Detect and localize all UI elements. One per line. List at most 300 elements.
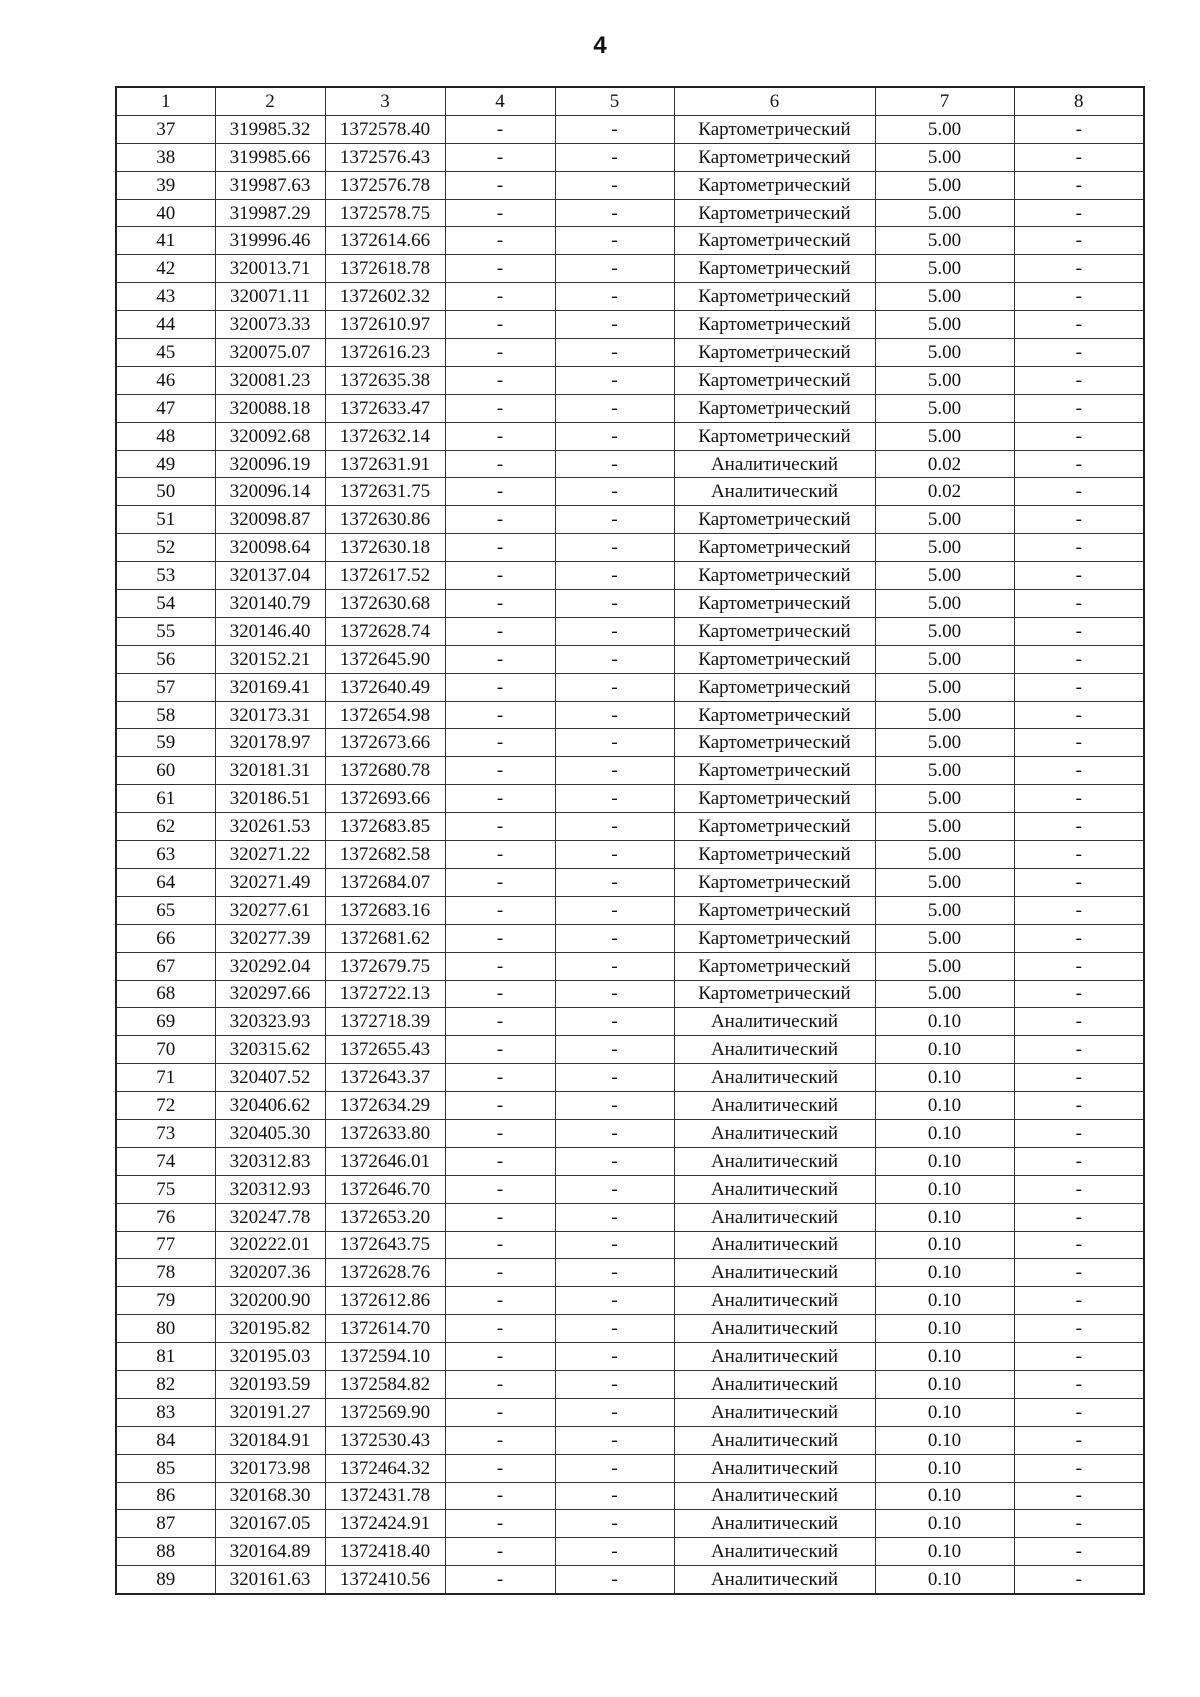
table-cell: 5.00 <box>875 701 1014 729</box>
table-cell: 320200.90 <box>215 1287 325 1315</box>
table-cell: - <box>555 896 674 924</box>
table-cell: 1372646.70 <box>325 1175 445 1203</box>
table-cell: - <box>445 1370 555 1398</box>
table-cell: - <box>1014 1454 1144 1482</box>
table-cell: Картометрический <box>674 841 875 869</box>
table-cell: 71 <box>116 1064 215 1092</box>
table-cell: 319985.66 <box>215 143 325 171</box>
table-cell: - <box>1014 199 1144 227</box>
table-cell: 77 <box>116 1231 215 1259</box>
table-cell: - <box>1014 701 1144 729</box>
table-cell: - <box>1014 785 1144 813</box>
table-cell: 1372682.58 <box>325 841 445 869</box>
table-cell: 1372631.75 <box>325 478 445 506</box>
table-cell: 5.00 <box>875 422 1014 450</box>
table-cell: 1372654.98 <box>325 701 445 729</box>
table-cell: Картометрический <box>674 813 875 841</box>
table-cell: Аналитический <box>674 1175 875 1203</box>
table-cell: 1372681.62 <box>325 924 445 952</box>
table-cell: Аналитический <box>674 1454 875 1482</box>
table-cell: 1372584.82 <box>325 1370 445 1398</box>
table-cell: - <box>1014 311 1144 339</box>
table-cell: 1372632.14 <box>325 422 445 450</box>
table-cell: - <box>1014 841 1144 869</box>
table-cell: 45 <box>116 339 215 367</box>
table-cell: - <box>445 757 555 785</box>
table-cell: - <box>1014 394 1144 422</box>
table-cell: 1372576.43 <box>325 143 445 171</box>
table-cell: - <box>1014 1343 1144 1371</box>
table-cell: - <box>555 1566 674 1594</box>
table-cell: 0.10 <box>875 1231 1014 1259</box>
table-cell: Аналитический <box>674 450 875 478</box>
table-cell: 5.00 <box>875 143 1014 171</box>
table-cell: - <box>445 366 555 394</box>
table-cell: 0.02 <box>875 478 1014 506</box>
table-cell: 5.00 <box>875 952 1014 980</box>
table-row <box>116 1119 1144 1147</box>
table-cell: 320407.52 <box>215 1064 325 1092</box>
table-cell: - <box>445 394 555 422</box>
table-cell: 320193.59 <box>215 1370 325 1398</box>
table-cell: 5.00 <box>875 562 1014 590</box>
table-cell: 5.00 <box>875 199 1014 227</box>
table-cell: Аналитический <box>674 1398 875 1426</box>
table-cell: - <box>445 1203 555 1231</box>
table-cell: 62 <box>116 813 215 841</box>
table-row <box>116 283 1144 311</box>
table-row <box>116 1454 1144 1482</box>
table-cell: Картометрический <box>674 534 875 562</box>
table-cell: 0.10 <box>875 1259 1014 1287</box>
table-row <box>116 422 1144 450</box>
table-cell: 320184.91 <box>215 1426 325 1454</box>
table-cell: - <box>445 115 555 143</box>
table-cell: - <box>1014 1287 1144 1315</box>
table-cell: 320071.11 <box>215 283 325 311</box>
table-row <box>116 1510 1144 1538</box>
table-cell: - <box>445 1092 555 1120</box>
table-cell: 320173.98 <box>215 1454 325 1482</box>
table-cell: 59 <box>116 729 215 757</box>
table-cell: 5.00 <box>875 785 1014 813</box>
table-cell: 49 <box>116 450 215 478</box>
table-cell: 5.00 <box>875 506 1014 534</box>
table-cell: 320169.41 <box>215 673 325 701</box>
table-row <box>116 1064 1144 1092</box>
table-cell: Картометрический <box>674 143 875 171</box>
table-cell: - <box>555 785 674 813</box>
table-cell: 1372679.75 <box>325 952 445 980</box>
table-cell: 320195.82 <box>215 1315 325 1343</box>
table-cell: - <box>445 1287 555 1315</box>
table-cell: - <box>555 283 674 311</box>
table-cell: Картометрический <box>674 506 875 534</box>
table-cell: - <box>445 729 555 757</box>
table-cell: - <box>445 896 555 924</box>
table-cell: 0.10 <box>875 1370 1014 1398</box>
table-cell: - <box>555 1370 674 1398</box>
table-cell: 320096.14 <box>215 478 325 506</box>
table-row <box>116 450 1144 478</box>
table-cell: - <box>555 534 674 562</box>
table-cell: - <box>1014 1370 1144 1398</box>
table-cell: Картометрический <box>674 394 875 422</box>
table-cell: - <box>445 1036 555 1064</box>
table-row <box>116 506 1144 534</box>
table-cell: - <box>1014 924 1144 952</box>
table-cell: 0.10 <box>875 1566 1014 1594</box>
table-row <box>116 394 1144 422</box>
table-cell: - <box>1014 115 1144 143</box>
table-cell: 47 <box>116 394 215 422</box>
table-cell: 5.00 <box>875 339 1014 367</box>
table-cell: - <box>555 366 674 394</box>
table-cell: - <box>445 1538 555 1566</box>
table-cell: 320323.93 <box>215 1008 325 1036</box>
table-cell: - <box>555 311 674 339</box>
column-header: 1 <box>116 87 215 115</box>
table-cell: Картометрический <box>674 980 875 1008</box>
table-cell: Аналитический <box>674 1203 875 1231</box>
table-cell: - <box>555 394 674 422</box>
table-cell: 5.00 <box>875 868 1014 896</box>
table-cell: 67 <box>116 952 215 980</box>
table-cell: 1372628.76 <box>325 1259 445 1287</box>
table-cell: - <box>445 868 555 896</box>
table-cell: - <box>445 1482 555 1510</box>
table-cell: 1372618.78 <box>325 255 445 283</box>
table-cell: Аналитический <box>674 1092 875 1120</box>
table-cell: 320315.62 <box>215 1036 325 1064</box>
table-row <box>116 311 1144 339</box>
table-cell: Картометрический <box>674 645 875 673</box>
table-cell: Аналитический <box>674 1259 875 1287</box>
table-cell: 66 <box>116 924 215 952</box>
table-cell: 75 <box>116 1175 215 1203</box>
table-cell: 5.00 <box>875 366 1014 394</box>
table-cell: Аналитический <box>674 1538 875 1566</box>
table-cell: 79 <box>116 1287 215 1315</box>
table-cell: - <box>445 1398 555 1426</box>
table-cell: Картометрический <box>674 422 875 450</box>
table-cell: - <box>445 1510 555 1538</box>
table-cell: 0.02 <box>875 450 1014 478</box>
table-cell: - <box>555 813 674 841</box>
table-cell: - <box>1014 1092 1144 1120</box>
table-cell: - <box>1014 506 1144 534</box>
table-cell: 1372617.52 <box>325 562 445 590</box>
table-cell: 1372602.32 <box>325 283 445 311</box>
table-cell: - <box>1014 562 1144 590</box>
table-cell: - <box>445 924 555 952</box>
column-header: 3 <box>325 87 445 115</box>
table-cell: 53 <box>116 562 215 590</box>
table-cell: 58 <box>116 701 215 729</box>
table-cell: Картометрический <box>674 199 875 227</box>
table-cell: 320247.78 <box>215 1203 325 1231</box>
table-cell: 0.10 <box>875 1175 1014 1203</box>
column-header: 8 <box>1014 87 1144 115</box>
table-cell: - <box>445 1426 555 1454</box>
table-cell: 320191.27 <box>215 1398 325 1426</box>
table-cell: Картометрический <box>674 339 875 367</box>
table-row <box>116 1370 1144 1398</box>
table-cell: 68 <box>116 980 215 1008</box>
table-row <box>116 1036 1144 1064</box>
table-cell: 319987.63 <box>215 171 325 199</box>
table-cell: 320207.36 <box>215 1259 325 1287</box>
table-cell: - <box>445 645 555 673</box>
table-cell: 1372610.97 <box>325 311 445 339</box>
table-cell: - <box>555 422 674 450</box>
table-cell: Аналитический <box>674 1315 875 1343</box>
table-cell: 320075.07 <box>215 339 325 367</box>
table-cell: - <box>555 143 674 171</box>
table-cell: - <box>445 590 555 618</box>
table-cell: - <box>1014 645 1144 673</box>
table-cell: Картометрический <box>674 952 875 980</box>
table-cell: 319996.46 <box>215 227 325 255</box>
table-cell: - <box>555 1259 674 1287</box>
table-row <box>116 562 1144 590</box>
table-cell: Картометрический <box>674 255 875 283</box>
table-cell: 5.00 <box>875 227 1014 255</box>
table-row <box>116 590 1144 618</box>
table-cell: 57 <box>116 673 215 701</box>
table-cell: 5.00 <box>875 617 1014 645</box>
table-cell: Аналитический <box>674 1064 875 1092</box>
table-cell: 0.10 <box>875 1315 1014 1343</box>
table-cell: - <box>555 562 674 590</box>
table-cell: - <box>1014 590 1144 618</box>
table-cell: - <box>445 255 555 283</box>
table-cell: - <box>445 701 555 729</box>
table-cell: 1372646.01 <box>325 1147 445 1175</box>
table-cell: 1372576.78 <box>325 171 445 199</box>
table-cell: 320167.05 <box>215 1510 325 1538</box>
table-cell: - <box>1014 868 1144 896</box>
table-cell: 1372630.18 <box>325 534 445 562</box>
table-cell: - <box>445 1566 555 1594</box>
table-cell: - <box>555 506 674 534</box>
table-cell: 37 <box>116 115 215 143</box>
table-cell: - <box>555 841 674 869</box>
table-cell: 84 <box>116 1426 215 1454</box>
table-cell: 38 <box>116 143 215 171</box>
table-cell: - <box>1014 227 1144 255</box>
table-cell: - <box>1014 757 1144 785</box>
table-row <box>116 1231 1144 1259</box>
table-cell: - <box>555 590 674 618</box>
table-cell: 76 <box>116 1203 215 1231</box>
table-cell: - <box>555 673 674 701</box>
table-cell: - <box>555 952 674 980</box>
table-cell: - <box>445 1119 555 1147</box>
table-cell: - <box>1014 450 1144 478</box>
table-cell: 1372431.78 <box>325 1482 445 1510</box>
table-row <box>116 366 1144 394</box>
table-row <box>116 868 1144 896</box>
table-cell: 1372614.70 <box>325 1315 445 1343</box>
table-cell: 320271.22 <box>215 841 325 869</box>
table-cell: Картометрический <box>674 868 875 896</box>
table-cell: Аналитический <box>674 1343 875 1371</box>
table-cell: 320312.93 <box>215 1175 325 1203</box>
table-cell: 1372643.37 <box>325 1064 445 1092</box>
table-cell: 5.00 <box>875 283 1014 311</box>
table-cell: - <box>555 115 674 143</box>
table-cell: 5.00 <box>875 171 1014 199</box>
page-number: 4 <box>593 32 607 59</box>
table-cell: 1372410.56 <box>325 1566 445 1594</box>
table-cell: - <box>445 1147 555 1175</box>
table-cell: - <box>1014 1231 1144 1259</box>
table-cell: 1372684.07 <box>325 868 445 896</box>
table-cell: 48 <box>116 422 215 450</box>
table-cell: - <box>445 283 555 311</box>
table-row <box>116 645 1144 673</box>
table-cell: - <box>445 143 555 171</box>
table-cell: 320195.03 <box>215 1343 325 1371</box>
table-cell: Картометрический <box>674 757 875 785</box>
table-cell: - <box>555 1231 674 1259</box>
table-row <box>116 1092 1144 1120</box>
table-cell: - <box>445 1064 555 1092</box>
table-cell: 0.10 <box>875 1008 1014 1036</box>
table-cell: 70 <box>116 1036 215 1064</box>
table-cell: - <box>1014 366 1144 394</box>
table-cell: - <box>1014 478 1144 506</box>
table-cell: 0.10 <box>875 1482 1014 1510</box>
table-cell: 44 <box>116 311 215 339</box>
table-cell: Картометрический <box>674 562 875 590</box>
table-cell: Картометрический <box>674 701 875 729</box>
table-cell: 0.10 <box>875 1510 1014 1538</box>
table-cell: 1372631.91 <box>325 450 445 478</box>
table-cell: 85 <box>116 1454 215 1482</box>
table-cell: 43 <box>116 283 215 311</box>
table-cell: - <box>445 813 555 841</box>
table-cell: 319987.29 <box>215 199 325 227</box>
table-cell: 320073.33 <box>215 311 325 339</box>
table-cell: - <box>555 1315 674 1343</box>
table-cell: - <box>555 1426 674 1454</box>
table-cell: Картометрический <box>674 924 875 952</box>
table-cell: - <box>555 255 674 283</box>
table-cell: 56 <box>116 645 215 673</box>
table-cell: 1372635.38 <box>325 366 445 394</box>
table-cell: 320092.68 <box>215 422 325 450</box>
table-row <box>116 1147 1144 1175</box>
table-cell: 0.10 <box>875 1287 1014 1315</box>
table-row <box>116 701 1144 729</box>
table-cell: Картометрический <box>674 171 875 199</box>
table-row <box>116 171 1144 199</box>
table-cell: - <box>445 450 555 478</box>
table-cell: 320406.62 <box>215 1092 325 1120</box>
table-cell: 5.00 <box>875 311 1014 339</box>
table-cell: - <box>1014 1064 1144 1092</box>
table-cell: 51 <box>116 506 215 534</box>
table-row <box>116 1287 1144 1315</box>
table-cell: - <box>555 1008 674 1036</box>
table-cell: Картометрический <box>674 617 875 645</box>
table-cell: - <box>555 617 674 645</box>
table-cell: - <box>555 1064 674 1092</box>
table-cell: - <box>445 534 555 562</box>
table-cell: 319985.32 <box>215 115 325 143</box>
table-cell: - <box>445 1259 555 1287</box>
table-cell: 72 <box>116 1092 215 1120</box>
table-cell: 1372680.78 <box>325 757 445 785</box>
table-cell: - <box>1014 1482 1144 1510</box>
table-cell: 64 <box>116 868 215 896</box>
table-row <box>116 1566 1144 1594</box>
table-cell: - <box>445 980 555 1008</box>
table-cell: - <box>1014 1175 1144 1203</box>
table-cell: 1372578.40 <box>325 115 445 143</box>
table-row <box>116 924 1144 952</box>
table-cell: 1372612.86 <box>325 1287 445 1315</box>
table-cell: Картометрический <box>674 311 875 339</box>
table-row <box>116 1343 1144 1371</box>
table-cell: - <box>555 701 674 729</box>
table-cell: 0.10 <box>875 1343 1014 1371</box>
table-cell: 0.10 <box>875 1119 1014 1147</box>
table-cell: 320277.61 <box>215 896 325 924</box>
table-cell: Аналитический <box>674 1008 875 1036</box>
table-cell: 320181.31 <box>215 757 325 785</box>
table-cell: 320098.64 <box>215 534 325 562</box>
table-cell: 1372616.23 <box>325 339 445 367</box>
table-cell: 1372722.13 <box>325 980 445 1008</box>
table-cell: 39 <box>116 171 215 199</box>
table-cell: Картометрический <box>674 227 875 255</box>
table-row <box>116 115 1144 143</box>
table-cell: Картометрический <box>674 673 875 701</box>
table-cell: 88 <box>116 1538 215 1566</box>
table-cell: - <box>1014 952 1144 980</box>
table-cell: 63 <box>116 841 215 869</box>
table-cell: 5.00 <box>875 980 1014 1008</box>
table-cell: - <box>1014 255 1144 283</box>
table-cell: - <box>555 1147 674 1175</box>
table-cell: - <box>555 757 674 785</box>
table-cell: - <box>445 841 555 869</box>
table-cell: - <box>445 199 555 227</box>
table-cell: 1372628.74 <box>325 617 445 645</box>
table-cell: 0.10 <box>875 1036 1014 1064</box>
table-cell: 40 <box>116 199 215 227</box>
table-cell: Аналитический <box>674 1036 875 1064</box>
column-header: 2 <box>215 87 325 115</box>
table-cell: - <box>555 1287 674 1315</box>
table-cell: 320013.71 <box>215 255 325 283</box>
table-cell: Аналитический <box>674 1287 875 1315</box>
table-cell: Аналитический <box>674 1119 875 1147</box>
table-cell: 320088.18 <box>215 394 325 422</box>
table-row <box>116 841 1144 869</box>
table-cell: - <box>445 1175 555 1203</box>
table-cell: Аналитический <box>674 1231 875 1259</box>
table-row <box>116 1203 1144 1231</box>
table-cell: 73 <box>116 1119 215 1147</box>
table-cell: - <box>555 1175 674 1203</box>
table-cell: 1372640.49 <box>325 673 445 701</box>
table-cell: 80 <box>116 1315 215 1343</box>
table-cell: - <box>555 1454 674 1482</box>
